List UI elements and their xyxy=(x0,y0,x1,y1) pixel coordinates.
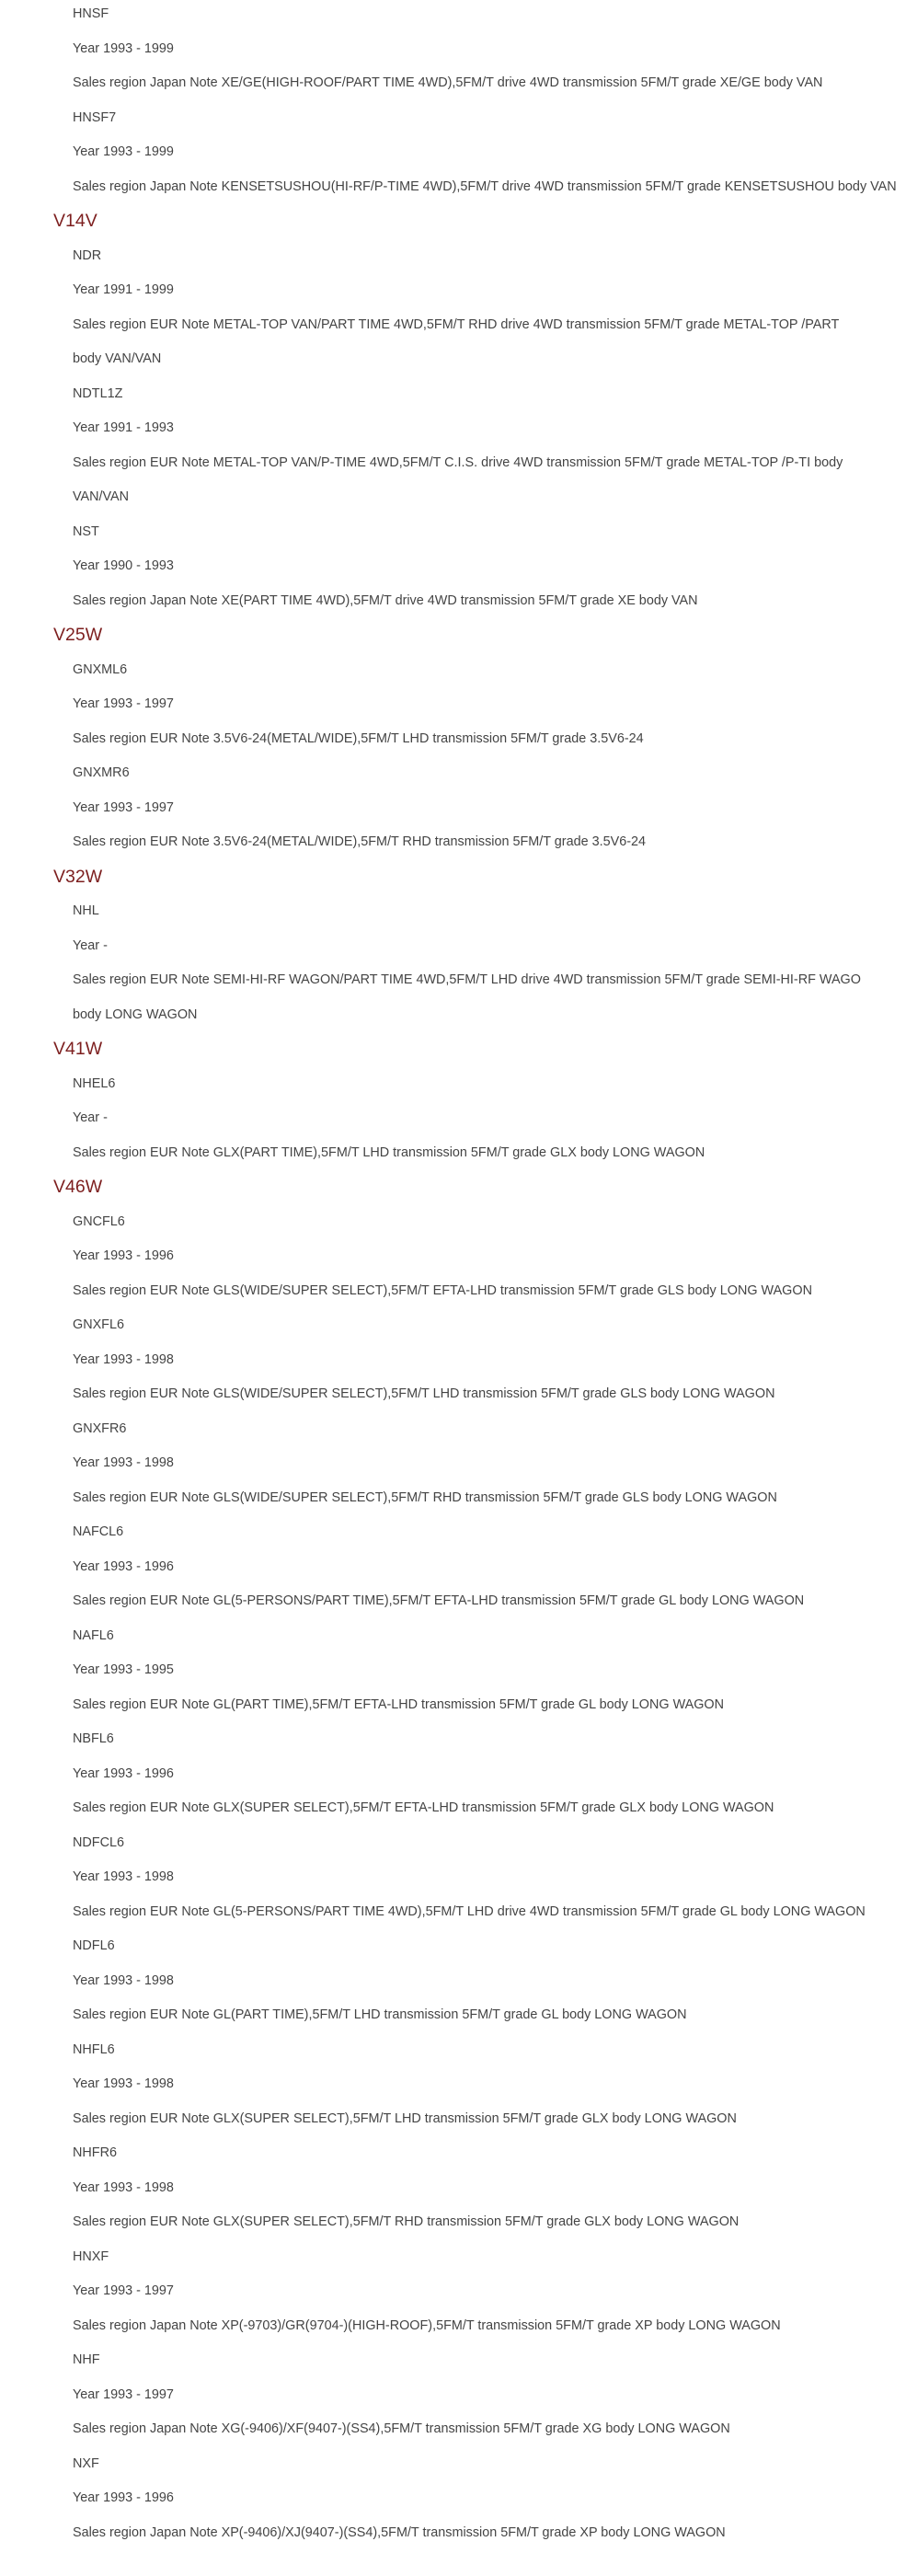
variant-description: Sales region EUR Note GLX(SUPER SELECT),5FM/T LHD transmission 5FM/T grade GLX body LONG WAGON xyxy=(73,2110,737,2126)
variant-description: Sales region EUR Note 3.5V6-24(METAL/WIDE),5FM/T LHD transmission 5FM/T grade 3.5V6-24 xyxy=(73,730,644,746)
year-range: Year 1993 - 1998 xyxy=(73,2076,174,2091)
model-heading: V46W xyxy=(53,1177,103,1197)
variant-description: Sales region Japan Note KENSETSUSHOU(HI-RF/P-TIME 4WD),5FM/T drive 4WD transmission 5FM/T grade KENSETSUSHOU body VAN xyxy=(73,178,897,194)
model-heading: V25W xyxy=(53,625,103,645)
year-range: Year 1993 - 1997 xyxy=(73,696,174,711)
variant-code[interactable]: GNXFL6 xyxy=(73,1317,124,1332)
variant-description: Sales region EUR Note GLS(WIDE/SUPER SELECT),5FM/T LHD transmission 5FM/T grade GLS body LONG WAGON xyxy=(73,1386,775,1401)
variant-description: Sales region EUR Note 3.5V6-24(METAL/WIDE),5FM/T RHD transmission 5FM/T grade 3.5V6-24 xyxy=(73,834,647,849)
variant-code[interactable]: NHF xyxy=(73,2352,100,2367)
year-range: Year 1993 - 1999 xyxy=(73,144,174,159)
variant-description: Sales region Japan Note XE(PART TIME 4WD),5FM/T drive 4WD transmission 5FM/T grade XE body VAN xyxy=(73,592,698,608)
variant-code[interactable]: HNXF xyxy=(73,2248,109,2264)
variant-code[interactable]: GNCFL6 xyxy=(73,1213,125,1229)
variant-description: Sales region Japan Note XP(-9406)/XJ(9407-)(SS4),5FM/T transmission 5FM/T grade XP body LONG WAGON xyxy=(73,2524,726,2540)
variant-code[interactable]: NAFL6 xyxy=(73,1627,114,1643)
variant-description: Sales region EUR Note GLX(SUPER SELECT),5FM/T RHD transmission 5FM/T grade GLX body LONG WAGON xyxy=(73,2214,740,2229)
year-range: Year 1993 - 1998 xyxy=(73,1972,174,1988)
variant-description: Sales region Japan Note XE/GE(HIGH-ROOF/PART TIME 4WD),5FM/T drive 4WD transmission 5FM/T grade XE/GE body VAN xyxy=(73,75,823,90)
year-range: Year 1993 - 1995 xyxy=(73,1662,174,1677)
variant-description: Sales region EUR Note METAL-TOP VAN/P-TIME 4WD,5FM/T C.I.S. drive 4WD transmission 5FM/T grade METAL-TOP /P-TI body xyxy=(73,454,843,470)
variant-description: Sales region EUR Note GL(PART TIME),5FM/T LHD transmission 5FM/T grade GL body LONG WAGON xyxy=(73,2007,687,2022)
variant-description: body VAN/VAN xyxy=(73,351,162,366)
year-range: Year 1993 - 1999 xyxy=(73,40,174,56)
variant-code[interactable]: NDFL6 xyxy=(73,1938,115,1953)
variant-description: Sales region Japan Note XG(-9406)/XF(9407-)(SS4),5FM/T transmission 5FM/T grade XG body LONG WAGON xyxy=(73,2421,730,2436)
variant-code[interactable]: NBFL6 xyxy=(73,1731,114,1746)
variant-description: Sales region EUR Note GLS(WIDE/SUPER SELECT),5FM/T RHD transmission 5FM/T grade GLS body LONG WAGON xyxy=(73,1489,777,1505)
year-range: Year 1993 - 1998 xyxy=(73,1869,174,1884)
year-range: Year 1993 - 1997 xyxy=(73,2283,174,2298)
variant-code[interactable]: GNXFR6 xyxy=(73,1420,127,1436)
model-heading: V14V xyxy=(53,211,97,231)
year-range: Year 1991 - 1999 xyxy=(73,282,174,297)
model-heading: V32W xyxy=(53,866,103,887)
year-range: Year 1993 - 1996 xyxy=(73,1558,174,1574)
year-range: Year 1993 - 1998 xyxy=(73,1351,174,1367)
variant-description: body LONG WAGON xyxy=(73,1006,198,1022)
variant-code[interactable]: NAFCL6 xyxy=(73,1524,124,1539)
variant-code[interactable]: NHEL6 xyxy=(73,1075,116,1091)
variant-code[interactable]: NXF xyxy=(73,2455,99,2471)
year-range: Year 1993 - 1996 xyxy=(73,1248,174,1263)
year-range: Year 1990 - 1993 xyxy=(73,558,174,573)
variant-description: Sales region Japan Note XP(-9703)/GR(9704-)(HIGH-ROOF),5FM/T transmission 5FM/T grade XP body LONG WAGON xyxy=(73,2317,781,2333)
year-range: Year - xyxy=(73,937,108,953)
year-range: Year 1991 - 1993 xyxy=(73,420,174,435)
variant-code[interactable]: NHL xyxy=(73,903,99,918)
variant-description: Sales region EUR Note GLX(SUPER SELECT),5FM/T EFTA-LHD transmission 5FM/T grade GLX body LONG WAGON xyxy=(73,1800,774,1815)
variant-description: Sales region EUR Note GLX(PART TIME),5FM/T LHD transmission 5FM/T grade GLX body LONG WAGON xyxy=(73,1144,705,1160)
variant-code[interactable]: HNSF7 xyxy=(73,109,117,125)
variant-code[interactable]: NHFR6 xyxy=(73,2145,117,2160)
variant-description: Sales region EUR Note METAL-TOP VAN/PART TIME 4WD,5FM/T RHD drive 4WD transmission 5FM/T grade METAL-TOP /PART xyxy=(73,316,840,332)
variant-description: VAN/VAN xyxy=(73,489,130,504)
variant-code[interactable]: GNXMR6 xyxy=(73,765,130,780)
year-range: Year 1993 - 1997 xyxy=(73,2386,174,2402)
variant-code[interactable]: NHFL6 xyxy=(73,2041,115,2057)
variant-description: Sales region EUR Note GL(5-PERSONS/PART TIME),5FM/T EFTA-LHD transmission 5FM/T grade GL body LONG WAGON xyxy=(73,1593,805,1608)
variant-description: Sales region EUR Note GLS(WIDE/SUPER SELECT),5FM/T EFTA-LHD transmission 5FM/T grade GLS body LONG WAGON xyxy=(73,1282,812,1298)
year-range: Year 1993 - 1998 xyxy=(73,2179,174,2195)
variant-code[interactable]: NDFCL6 xyxy=(73,1834,124,1850)
variant-code[interactable]: NDR xyxy=(73,247,102,263)
variant-description: Sales region EUR Note SEMI-HI-RF WAGON/PART TIME 4WD,5FM/T LHD drive 4WD transmission 5FM/T grade SEMI-HI-RF WAGO xyxy=(73,972,861,987)
model-heading: V41W xyxy=(53,1039,103,1059)
variant-code[interactable]: NDTL1Z xyxy=(73,385,123,401)
variant-code[interactable]: GNXML6 xyxy=(73,661,128,677)
variant-code[interactable]: HNSF xyxy=(73,6,109,21)
year-range: Year 1993 - 1997 xyxy=(73,799,174,815)
variant-code[interactable]: NST xyxy=(73,523,99,539)
variant-description: Sales region EUR Note GL(5-PERSONS/PART TIME 4WD),5FM/T LHD drive 4WD transmission 5FM/T grade GL body LONG WAGON xyxy=(73,1903,866,1919)
year-range: Year - xyxy=(73,1110,108,1125)
year-range: Year 1993 - 1996 xyxy=(73,2490,174,2505)
year-range: Year 1993 - 1996 xyxy=(73,1765,174,1781)
year-range: Year 1993 - 1998 xyxy=(73,1455,174,1470)
variant-description: Sales region EUR Note GL(PART TIME),5FM/T EFTA-LHD transmission 5FM/T grade GL body LONG WAGON xyxy=(73,1696,725,1712)
